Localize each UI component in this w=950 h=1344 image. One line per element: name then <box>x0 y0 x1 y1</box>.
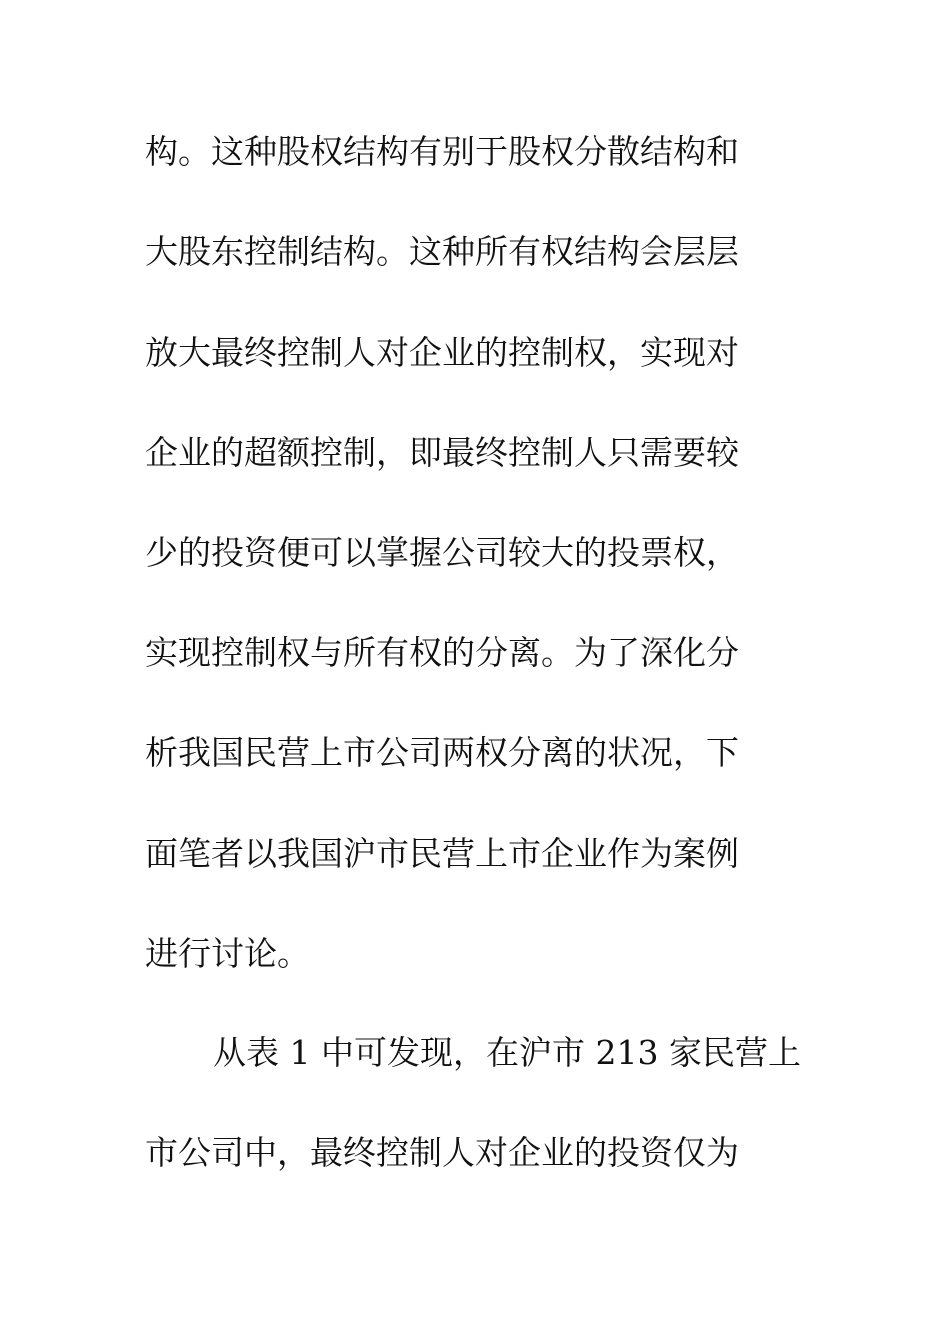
paragraph-line: 面笔者以我国沪市民营上市企业作为案例 <box>145 834 739 873</box>
paragraph-line: 大股东控制结构。这种所有权结构会层层 <box>145 232 739 271</box>
paragraph-line: 市公司中，最终控制人对企业的投资仅为 <box>145 1133 739 1172</box>
paragraph-line: 放大最终控制人对企业的控制权，实现对 <box>145 333 739 372</box>
paragraph-line: 企业的超额控制，即最终控制人只需要较 <box>145 433 739 472</box>
paragraph-line: 实现控制权与所有权的分离。为了深化分 <box>145 633 739 672</box>
paragraph-line: 析我国民营上市公司两权分离的状况，下 <box>145 733 739 772</box>
paragraph-line: 少的投资便可以掌握公司较大的投票权， <box>145 533 739 572</box>
paragraph-first-line: 从表 1 中可发现，在沪市 213 家民营上 <box>213 1033 801 1072</box>
paragraph-line: 进行讨论。 <box>145 934 310 973</box>
paragraph-line: 构。这种股权结构有别于股权分散结构和 <box>145 132 739 171</box>
